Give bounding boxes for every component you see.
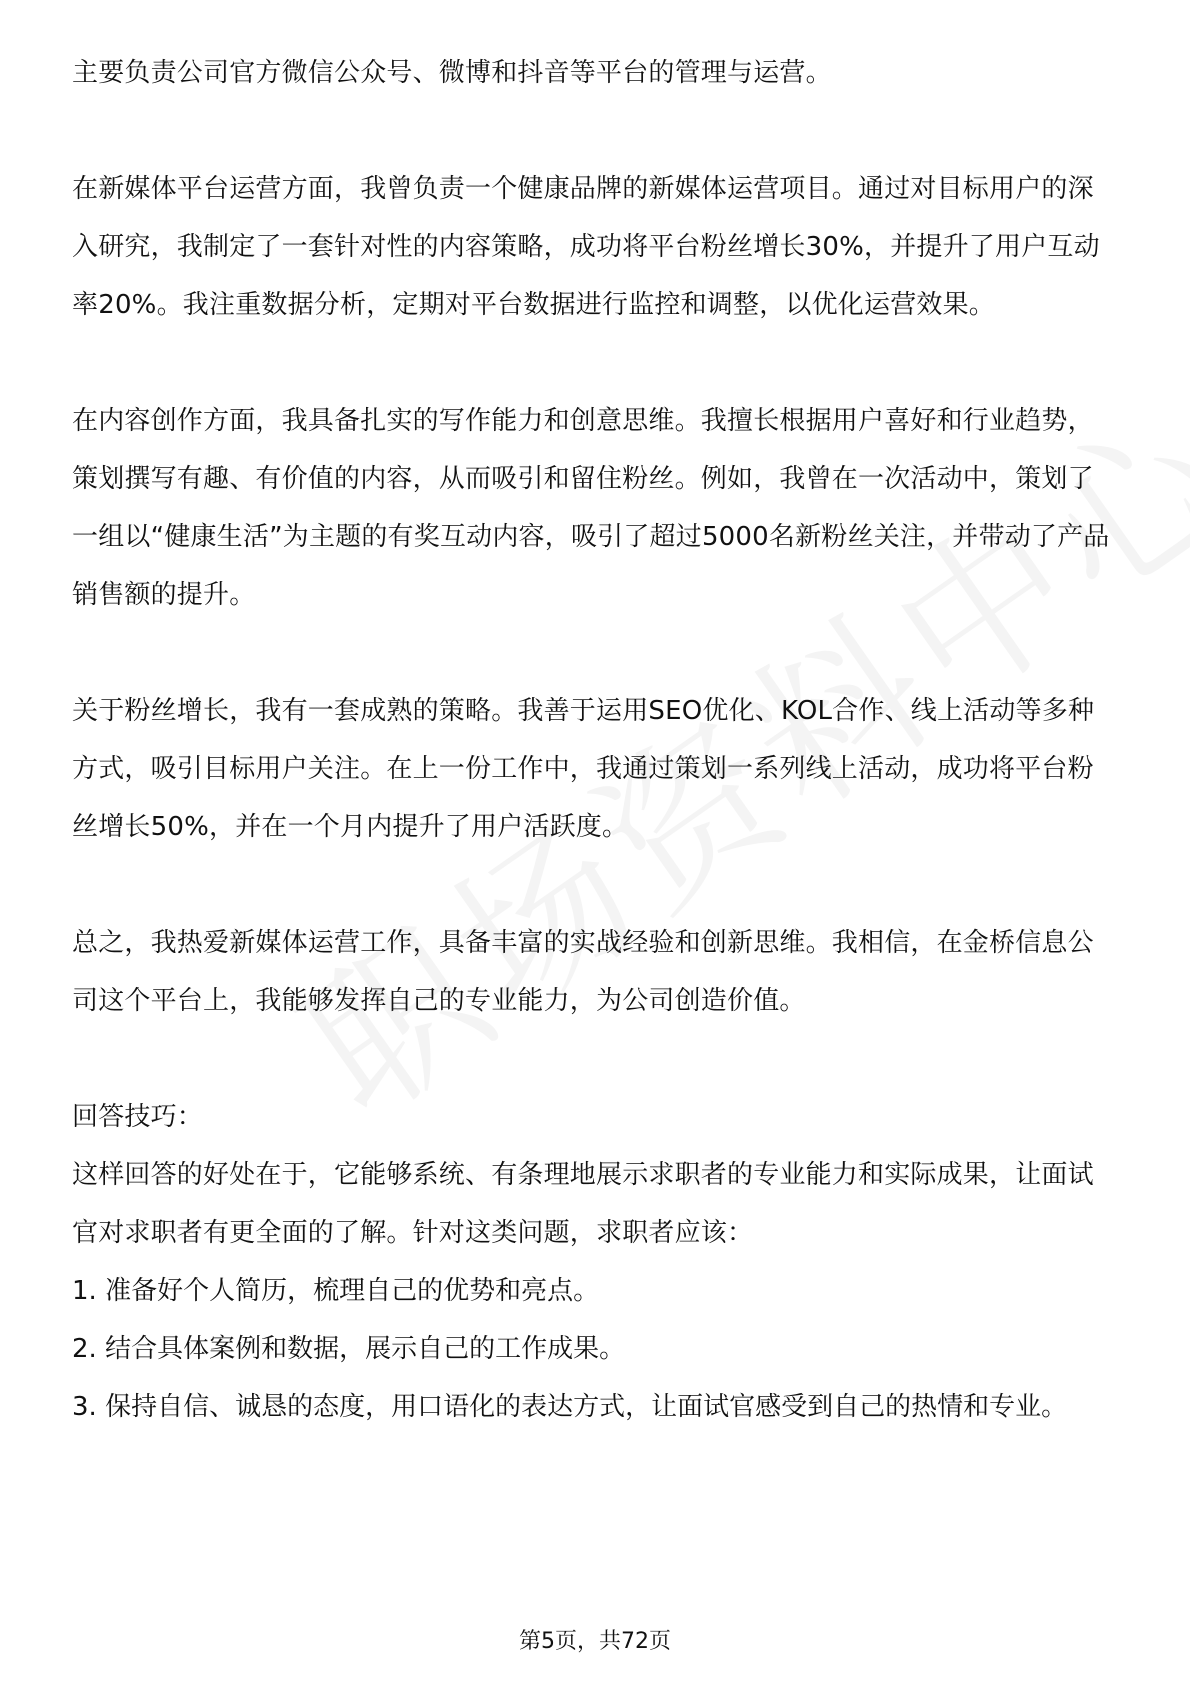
document-body: [72, 44, 1118, 1436]
page-footer: 第5页，共72页: [519, 1629, 671, 1654]
tip-item-2: 2. 结合具体案例和数据，展示自己的工作成果。: [72, 1334, 626, 1364]
paragraph-content-creation: 在内容创作方面，我具备扎实的写作能力和创意思维。我擅长根据用户喜好和行业趋势，策划撰写有趣、有价值的内容，从而吸引和留住粉丝。例如，我曾在一次活动中，策划了一组以“健康生活”为主题的有奖互动内容，吸引了超过5000名新粉丝关注，并带动了产品销售额的提升。: [72, 406, 1110, 610]
paragraph-platform-operation: 在新媒体平台运营方面，我曾负责一个健康品牌的新媒体运营项目。通过对目标用户的深入研究，我制定了一套针对性的内容策略，成功将平台粉丝增长30%，并提升了用户互动率20%。我注重数据分析，定期对平台数据进行监控和调整，以优化运营效果。: [72, 174, 1100, 320]
paragraph-conclusion: 总之，我热爱新媒体运营工作，具备丰富的实战经验和创新思维。我相信，在金桥信息公司这个平台上，我能够发挥自己的专业能力，为公司创造价值。: [72, 928, 1094, 1016]
tip-item-3: 3. 保持自信、诚恳的态度，用口语化的表达方式，让面试官感受到自己的热情和专业。: [72, 1392, 1068, 1422]
tips-intro: 这样回答的好处在于，它能够系统、有条理地展示求职者的专业能力和实际成果，让面试官对求职者有更全面的了解。针对这类问题，求职者应该：: [72, 1160, 1094, 1248]
paragraph-fan-growth: 关于粉丝增长，我有一套成熟的策略。我善于运用SEO优化、KOL合作、线上活动等多种方式，吸引目标用户关注。在上一份工作中，我通过策划一系列线上活动，成功将平台粉丝增长50%，并在一个月内提升了用户活跃度。: [72, 696, 1095, 842]
tips-heading: 回答技巧：: [72, 1102, 204, 1132]
paragraph-responsibility: 主要负责公司官方微信公众号、微博和抖音等平台的管理与运营。: [72, 58, 832, 88]
tip-item-1: 1. 准备好个人简历，梳理自己的优势和亮点。: [72, 1276, 600, 1306]
